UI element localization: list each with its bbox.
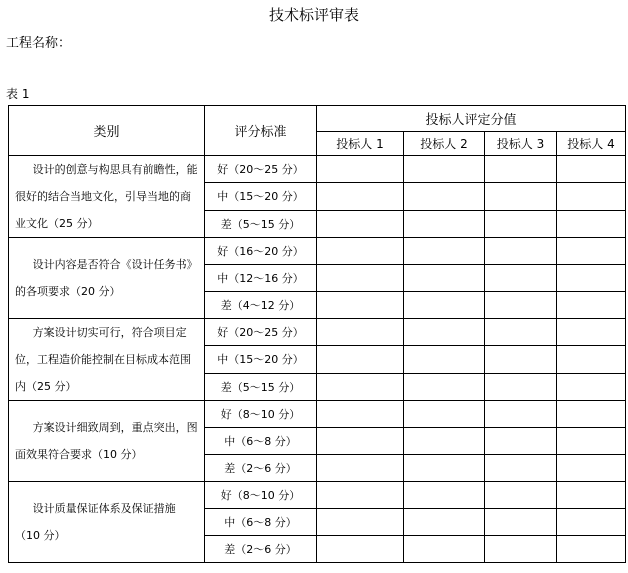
score-cell[interactable] [404,265,485,292]
standard-cell: 好（16～20 分） [205,238,317,265]
table-row [9,319,626,346]
score-cell[interactable] [317,265,404,292]
category-cell: 方案设计细致周到，重点突出，图面效果符合要求（10 分） [9,401,205,482]
score-cell[interactable] [485,428,557,455]
score-cell[interactable] [485,210,557,237]
score-cell[interactable] [317,238,404,265]
score-cell[interactable] [317,401,404,428]
score-cell[interactable] [404,536,485,563]
score-cell[interactable] [404,401,485,428]
standard-cell: 中（12～16 分） [205,265,317,292]
score-cell[interactable] [485,265,557,292]
score-cell[interactable] [557,482,626,509]
score-cell[interactable] [485,455,557,482]
standard-cell: 差（2～6 分） [205,455,317,482]
score-cell[interactable] [485,183,557,210]
score-cell[interactable] [485,319,557,346]
bidder-score-group-header: 投标人评定分值 [317,106,626,132]
score-cell[interactable] [317,482,404,509]
score-cell[interactable] [404,346,485,373]
table-number-label: 表 1 [6,87,30,101]
score-cell[interactable] [557,455,626,482]
score-cell[interactable] [404,482,485,509]
score-cell[interactable] [557,183,626,210]
score-cell[interactable] [317,509,404,536]
category-cell: 方案设计切实可行，符合项目定位，工程造价能控制在目标成本范围内（25 分） [9,319,205,401]
score-cell[interactable] [557,536,626,563]
standard-cell: 差（4～12 分） [205,292,317,319]
score-cell[interactable] [317,373,404,400]
score-cell[interactable] [317,428,404,455]
score-cell[interactable] [404,455,485,482]
table-row [9,401,626,428]
score-cell[interactable] [557,238,626,265]
score-cell[interactable] [485,509,557,536]
standard-cell: 好（8～10 分） [205,482,317,509]
score-cell[interactable] [485,346,557,373]
score-cell[interactable] [485,401,557,428]
category-header: 类别 [9,106,205,156]
score-cell[interactable] [317,292,404,319]
score-cell[interactable] [485,482,557,509]
standard-cell: 中（6～8 分） [205,428,317,455]
score-cell[interactable] [404,156,485,183]
score-cell[interactable] [404,238,485,265]
standard-cell: 中（6～8 分） [205,509,317,536]
score-cell[interactable] [317,346,404,373]
table-row [9,238,626,265]
score-cell[interactable] [557,428,626,455]
score-cell[interactable] [557,373,626,400]
standard-cell: 差（5～15 分） [205,373,317,400]
score-cell[interactable] [317,455,404,482]
standard-cell: 好（8～10 分） [205,401,317,428]
score-cell[interactable] [557,292,626,319]
score-cell[interactable] [317,210,404,237]
score-cell[interactable] [557,346,626,373]
score-cell[interactable] [557,401,626,428]
score-cell[interactable] [557,156,626,183]
category-cell: 设计的创意与构思具有前瞻性，能很好的结合当地文化，引导当地的商业文化（25 分） [9,156,205,238]
technical-review-table [8,105,626,563]
score-cell[interactable] [404,210,485,237]
score-cell[interactable] [485,238,557,265]
score-cell[interactable] [317,156,404,183]
bidder-4-header: 投标人 4 [557,132,626,156]
standard-cell: 中（15～20 分） [205,183,317,210]
score-cell[interactable] [404,292,485,319]
bidder-1-header: 投标人 1 [317,132,404,156]
standard-cell: 好（20～25 分） [205,319,317,346]
score-cell[interactable] [404,428,485,455]
score-cell[interactable] [557,509,626,536]
project-name-label: 工程名称： [6,36,72,51]
bidder-3-header: 投标人 3 [485,132,557,156]
standard-header: 评分标准 [205,106,317,156]
score-cell[interactable] [317,183,404,210]
score-cell[interactable] [404,319,485,346]
score-cell[interactable] [557,265,626,292]
score-cell[interactable] [557,210,626,237]
standard-cell: 差（2～6 分） [205,536,317,563]
category-cell: 设计内容是否符合《设计任务书》的各项要求（20 分） [9,238,205,319]
score-cell[interactable] [485,536,557,563]
score-cell[interactable] [317,536,404,563]
score-cell[interactable] [317,319,404,346]
score-cell[interactable] [404,373,485,400]
score-cell[interactable] [485,156,557,183]
standard-cell: 差（5～15 分） [205,210,317,237]
document-title: 技术标评审表 [268,6,359,24]
score-cell[interactable] [485,292,557,319]
table-row [9,482,626,509]
category-cell: 设计质量保证体系及保证措施（10 分） [9,482,205,563]
score-cell[interactable] [557,319,626,346]
standard-cell: 中（15～20 分） [205,346,317,373]
table-row [9,156,626,183]
score-cell[interactable] [404,509,485,536]
standard-cell: 好（20～25 分） [205,156,317,183]
bidder-2-header: 投标人 2 [404,132,485,156]
score-cell[interactable] [404,183,485,210]
score-cell[interactable] [485,373,557,400]
